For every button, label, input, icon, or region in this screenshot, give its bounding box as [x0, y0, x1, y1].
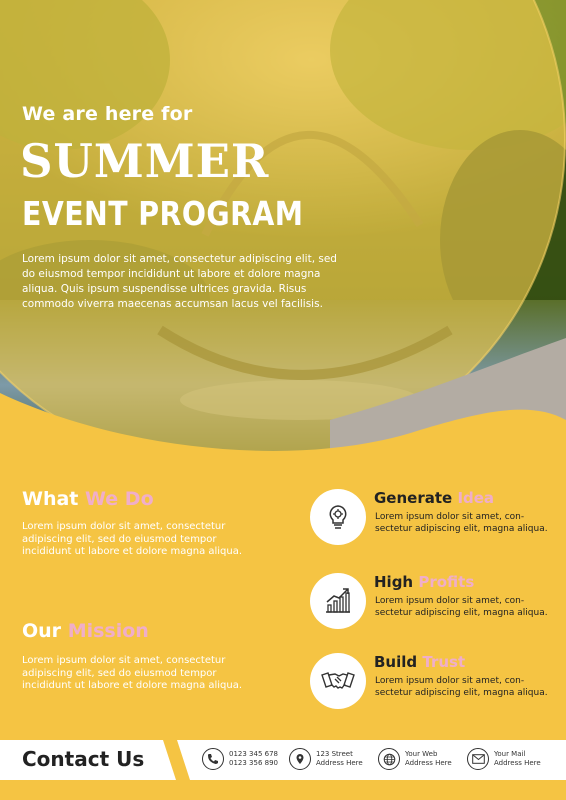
web-address-line-2: Address Here — [405, 759, 452, 767]
feature-build-trust-title — [374, 653, 465, 671]
growth-chart-icon — [310, 573, 366, 629]
contact-phone[interactable] — [202, 748, 278, 770]
feature-build-trust — [310, 653, 560, 717]
mail-icon — [467, 748, 489, 770]
address-line-1: 123 Street — [316, 750, 353, 758]
feature-title-main: Build — [374, 653, 418, 671]
what-we-do-heading-accent: We Do — [85, 488, 154, 510]
our-mission-heading-main: Our — [22, 620, 62, 642]
feature-title-main: Generate — [374, 489, 453, 507]
handshake-icon — [310, 653, 366, 709]
address-line-2: Address Here — [316, 759, 363, 767]
our-mission-heading — [22, 620, 149, 642]
mail-address-line-1: Your Mail — [494, 750, 526, 758]
location-pin-icon — [289, 748, 311, 770]
feature-generate-idea-title — [374, 489, 494, 507]
what-we-do-heading — [22, 488, 154, 510]
feature-build-trust-body: Lorem ipsum dolor sit amet, consectetur adipiscing elit, magna aliqua. — [375, 676, 548, 698]
hero-title-summer: SUMMER — [20, 134, 270, 188]
phone-icon — [202, 748, 224, 770]
web-address-line-1: Your Web — [405, 750, 438, 758]
our-mission-heading-accent: Mission — [67, 620, 149, 642]
globe-icon — [378, 748, 400, 770]
mail-address-line-2: Address Here — [494, 759, 541, 767]
phone-number-1: 0123 345 678 — [229, 750, 278, 758]
feature-title-main: High — [374, 573, 414, 591]
feature-title-accent: Trust — [422, 653, 466, 671]
phone-number-2: 0123 356 890 — [229, 759, 278, 767]
contact-website[interactable] — [378, 748, 452, 770]
contact-address[interactable] — [289, 748, 363, 770]
contact-mail[interactable] — [467, 748, 541, 770]
hero-title-event-program: EVENT PROGRAM — [22, 194, 304, 233]
contact-footer — [0, 740, 566, 780]
hero-tagline: We are here for — [22, 103, 193, 125]
feature-high-profits — [310, 573, 560, 637]
lightbulb-gear-icon — [310, 489, 366, 545]
what-we-do-heading-main: What — [22, 488, 79, 510]
what-we-do-body: Lorem ipsum dolor sit amet, consectetur adipiscing elit, sed do eiusmod tempor incididunt ut labore et dolore magna aliqua. — [22, 521, 243, 557]
feature-high-profits-title — [374, 573, 474, 591]
feature-generate-idea-body: Lorem ipsum dolor sit amet, consectetur adipiscing elit, magna aliqua. — [375, 512, 548, 534]
our-mission-body: Lorem ipsum dolor sit amet, consectetur adipiscing elit, sed do eiusmod tempor incididunt ut labore et dolore magna aliqua. — [22, 655, 243, 691]
feature-title-accent: Profits — [418, 573, 475, 591]
hero-intro-text: Lorem ipsum dolor sit amet, consectetur adipiscing elit, sed do eiusmod tempor incididunt ut labore et dolore magna aliqua. Quis ipsum suspendisse ultrices gravida. Risus commodo viverra maecenas accumsan lacus vel facilisis. — [22, 253, 337, 310]
feature-high-profits-body: Lorem ipsum dolor sit amet, consectetur adipiscing elit, magna aliqua. — [375, 596, 548, 618]
feature-generate-idea — [310, 489, 560, 553]
feature-title-accent: Idea — [457, 489, 495, 507]
contact-us-label: Contact Us — [22, 747, 145, 771]
